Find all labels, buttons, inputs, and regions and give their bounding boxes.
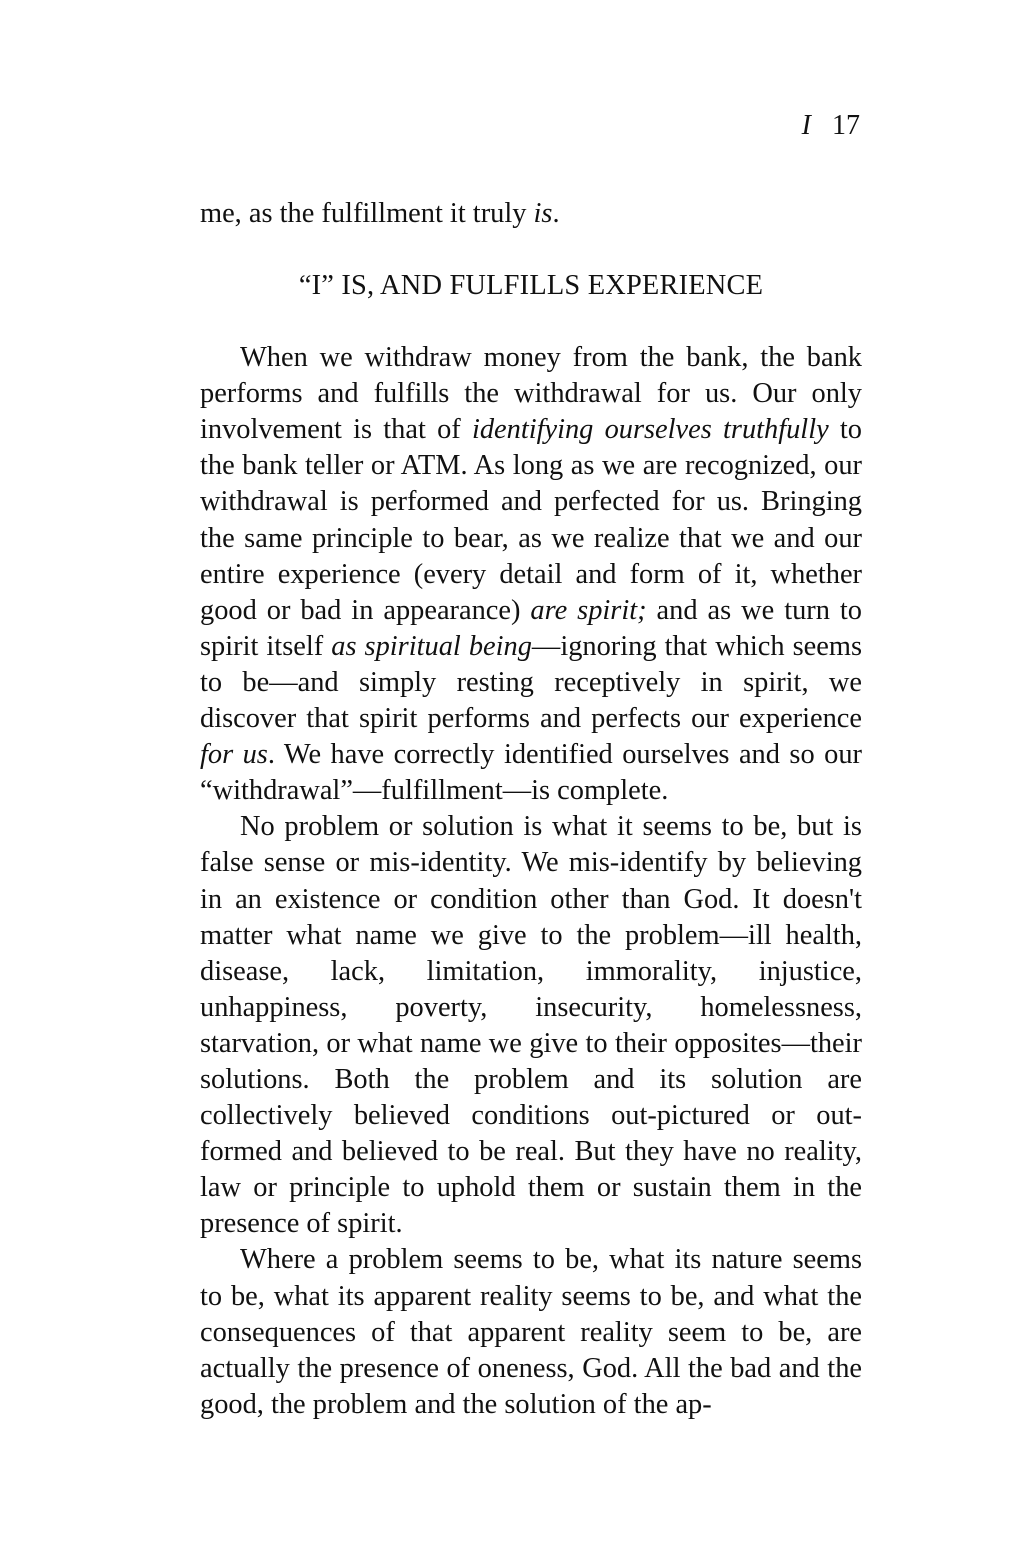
carryover-period: . (552, 198, 560, 229)
paragraph-2: No problem or solution is what it seems to be, but is false sense or mis-identity. We mis-identify by believing in an existence or condition other than God. It doesn't matter what name we give to the problem—ill health, disease, lack, limitation, immorality, injustice, unhappiness, poverty, insecurity, homelessness, starvation, or what name we give to their opposites—their solutions. Both the problem and its solution are collectively believed conditions out-pictured or out-formed and believed to be real. But they have no reality, law or principle to uphold them or sustain them in the presence of spirit. (200, 811, 862, 1240)
paragraph-3: Where a problem seems to be, what its nature seems to be, what its apparent reality seems to be, and what the consequences of that apparent reality seem to be, are actually the presence of oneness, God. All the bad and the good, the problem and the solution of the ap- (200, 1244, 862, 1420)
running-head (802, 108, 860, 144)
paragraph-1-italic-2: are spirit; (530, 594, 647, 626)
paragraph-1-italic-3: as spiritual being (331, 630, 532, 662)
running-head-title: I (801, 110, 811, 141)
body-text (200, 196, 862, 1423)
paragraph-1-italic-4: for us (200, 739, 268, 771)
paragraph-1-part-7: —ignoring that which seems to be—and simply resting receptively in spirit, we discover that spirit performs and perfects our experience (200, 630, 863, 735)
carryover-line (200, 196, 862, 232)
paragraph-1-part-1: When we withdraw money from the bank, the bank performs and fulfills the withdrawal for us. Our only involvement is that of (200, 342, 862, 446)
carryover-text: me, as the fulfillment it truly (200, 198, 534, 229)
paragraph-1 (200, 340, 862, 809)
paragraph-1-part-3: to the bank teller or ATM. As long as we are recognized, our withdrawal is performed and perfected for us. Bringing the same principle to bear, as we realize that we and our entire experience (every detail and form of it, whether good or bad in appearance) (200, 414, 862, 626)
carryover-italic: is (533, 198, 553, 229)
section-heading: “I” IS, AND FULFILLS EXPERIENCE (298, 270, 764, 302)
paragraph-1-part-5: and as we turn to spirit itself (200, 594, 862, 662)
page-number: 17 (832, 110, 860, 141)
paragraph-1-part-9: . We have correctly identified ourselves and so our “withdrawal”—fulfillment—is complete. (200, 739, 862, 807)
paragraph-1-italic-1: identifying ourselves truthfully (471, 414, 829, 446)
